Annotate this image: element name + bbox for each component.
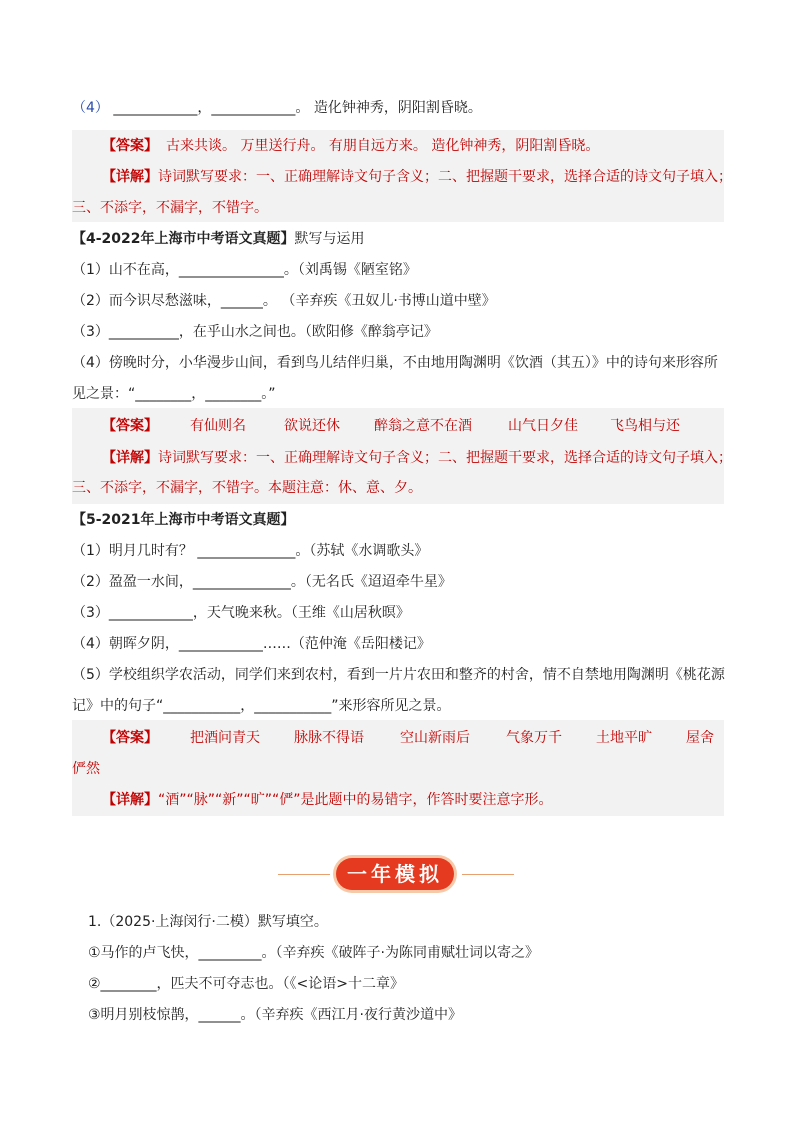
answer-item: 飞鸟相与还 xyxy=(610,418,680,434)
answer-item: 有仙则名 xyxy=(190,418,246,434)
answer-item: 脉脉不得语 xyxy=(294,730,364,746)
section4-item-4b: 见之景：“________，________。” xyxy=(72,386,276,402)
section5-item-3: （3）____________，天气晚来秋。（王维《山居秋暝》 xyxy=(72,605,410,621)
detail-tag: 【详解】 xyxy=(102,792,158,808)
answer-tag: 【答案】 xyxy=(102,138,158,154)
section5-title xyxy=(72,510,295,530)
practice-item-1: ①马作的卢飞快，_________。（辛弃疾《破阵子·为陈同甫赋壮词以寄之》 xyxy=(88,945,539,961)
practice-item-3: ③明月别枝惊鹊，______。（辛弃疾《西江月·夜行黄沙道中》 xyxy=(88,1007,462,1023)
detail-tag: 【详解】 xyxy=(102,450,158,466)
answer-row-2 xyxy=(102,416,158,436)
section5-item-1: （1）明月几时有？ ______________。（苏轼《水调歌头》 xyxy=(72,543,429,559)
section4-heading: 【4-2022年上海市中考语文真题】 xyxy=(72,231,295,247)
section4-subtitle: 默写与运用 xyxy=(294,231,365,247)
answer-item: 欲说还休 xyxy=(284,418,340,434)
detail-line1: 诗词默写要求：一、正确理解诗文句子含义；二、把握题干要求，选择合适的诗文句子填入； xyxy=(158,450,732,466)
section4-item-4: （4）傍晚时分，小华漫步山间，看到鸟儿结伴归巢，不由地用陶渊明《饮酒（其五）》中的诗句来形容所 xyxy=(72,355,718,371)
detail-row-2 xyxy=(102,448,732,468)
section5-heading: 【5-2021年上海市中考语文真题】 xyxy=(72,512,295,528)
detail-line2: 三、不添字，不漏字，不错字。 xyxy=(72,200,268,216)
answer-item: 空山新雨后 xyxy=(400,730,470,746)
q4-rest: 造化钟神秀，阴阳割昏晓。 xyxy=(313,100,482,116)
detail-row-1b xyxy=(72,198,268,218)
practice-item-2: ②________，匹夫不可夺志也。（《<论语>十二章》 xyxy=(88,976,405,992)
answer-item: 醉翁之意不在酒 xyxy=(374,418,472,434)
answer-row-1 xyxy=(102,136,599,156)
answer-text: 古来共谈。 万里送行舟。 有朋自远方来。 造化钟神秀，阴阳割昏晓。 xyxy=(166,138,600,154)
banner-deco-left xyxy=(278,874,330,875)
answer-wrap: 俨然 xyxy=(72,761,100,777)
detail-row-2b xyxy=(72,478,422,498)
practice-q1-head: 1.（2025·上海闵行·二模）默写填空。 xyxy=(88,914,328,930)
detail-tag: 【详解】 xyxy=(102,169,158,185)
answer-item: 屋舍 xyxy=(686,730,714,746)
section5-item-5: （5）学校组织学农活动，同学们来到农村，看到一片片农田和整齐的村舍，情不自禁地用陶渊明《桃花源 xyxy=(72,667,725,683)
section5-item-5b: 记》中的句子“___________，___________”来形容所见之景。 xyxy=(72,698,451,714)
section4-item-1: （1）山不在高，_______________。（刘禹锡《陋室铭》 xyxy=(72,262,417,278)
q4-blanks: ____________，____________。 xyxy=(113,100,310,116)
detail-row-1 xyxy=(102,167,732,187)
answer-item: 土地平旷 xyxy=(596,730,652,746)
answer-item: 把酒问青天 xyxy=(190,730,260,746)
section5-item-2: （2）盈盈一水间，______________。（无名氏《迢迢牵牛星》 xyxy=(72,574,452,590)
answer-box-3 xyxy=(72,720,724,816)
q4-number: （4） xyxy=(72,100,109,116)
answer-tag: 【答案】 xyxy=(102,418,158,434)
q4-line xyxy=(72,98,482,118)
section4-item-3: （3）__________，在乎山水之间也。（欧阳修《醉翁亭记》 xyxy=(72,324,438,340)
section4-item-2: （2）而今识尽愁滋味，______。 （辛弃疾《丑奴儿·书博山道中壁》 xyxy=(72,293,496,309)
section5-item-4: （4）朝晖夕阴，____________……（范仲淹《岳阳楼记》 xyxy=(72,636,431,652)
answer-tag: 【答案】 xyxy=(102,730,158,746)
detail-text: “酒”“脉”“新”“旷”“俨”是此题中的易错字，作答时要注意字形。 xyxy=(158,792,553,808)
answer-item: 气象万千 xyxy=(506,730,562,746)
detail-row-3 xyxy=(102,790,553,810)
answer-item: 山气日夕佳 xyxy=(508,418,578,434)
answer-box-2 xyxy=(72,408,732,504)
answer-row-3 xyxy=(102,728,158,748)
banner-label: 一年模拟 xyxy=(347,862,443,886)
banner-deco-right xyxy=(462,874,514,875)
section-banner xyxy=(272,856,522,894)
section4-title xyxy=(72,229,365,249)
detail-line2: 三、不添字，不漏字，不错字。本题注意：休、意、夕。 xyxy=(72,480,422,496)
answer-box-1 xyxy=(72,130,732,222)
detail-line1: 诗词默写要求：一、正确理解诗文句子含义；二、把握题干要求，选择合适的诗文句子填入； xyxy=(158,169,732,185)
